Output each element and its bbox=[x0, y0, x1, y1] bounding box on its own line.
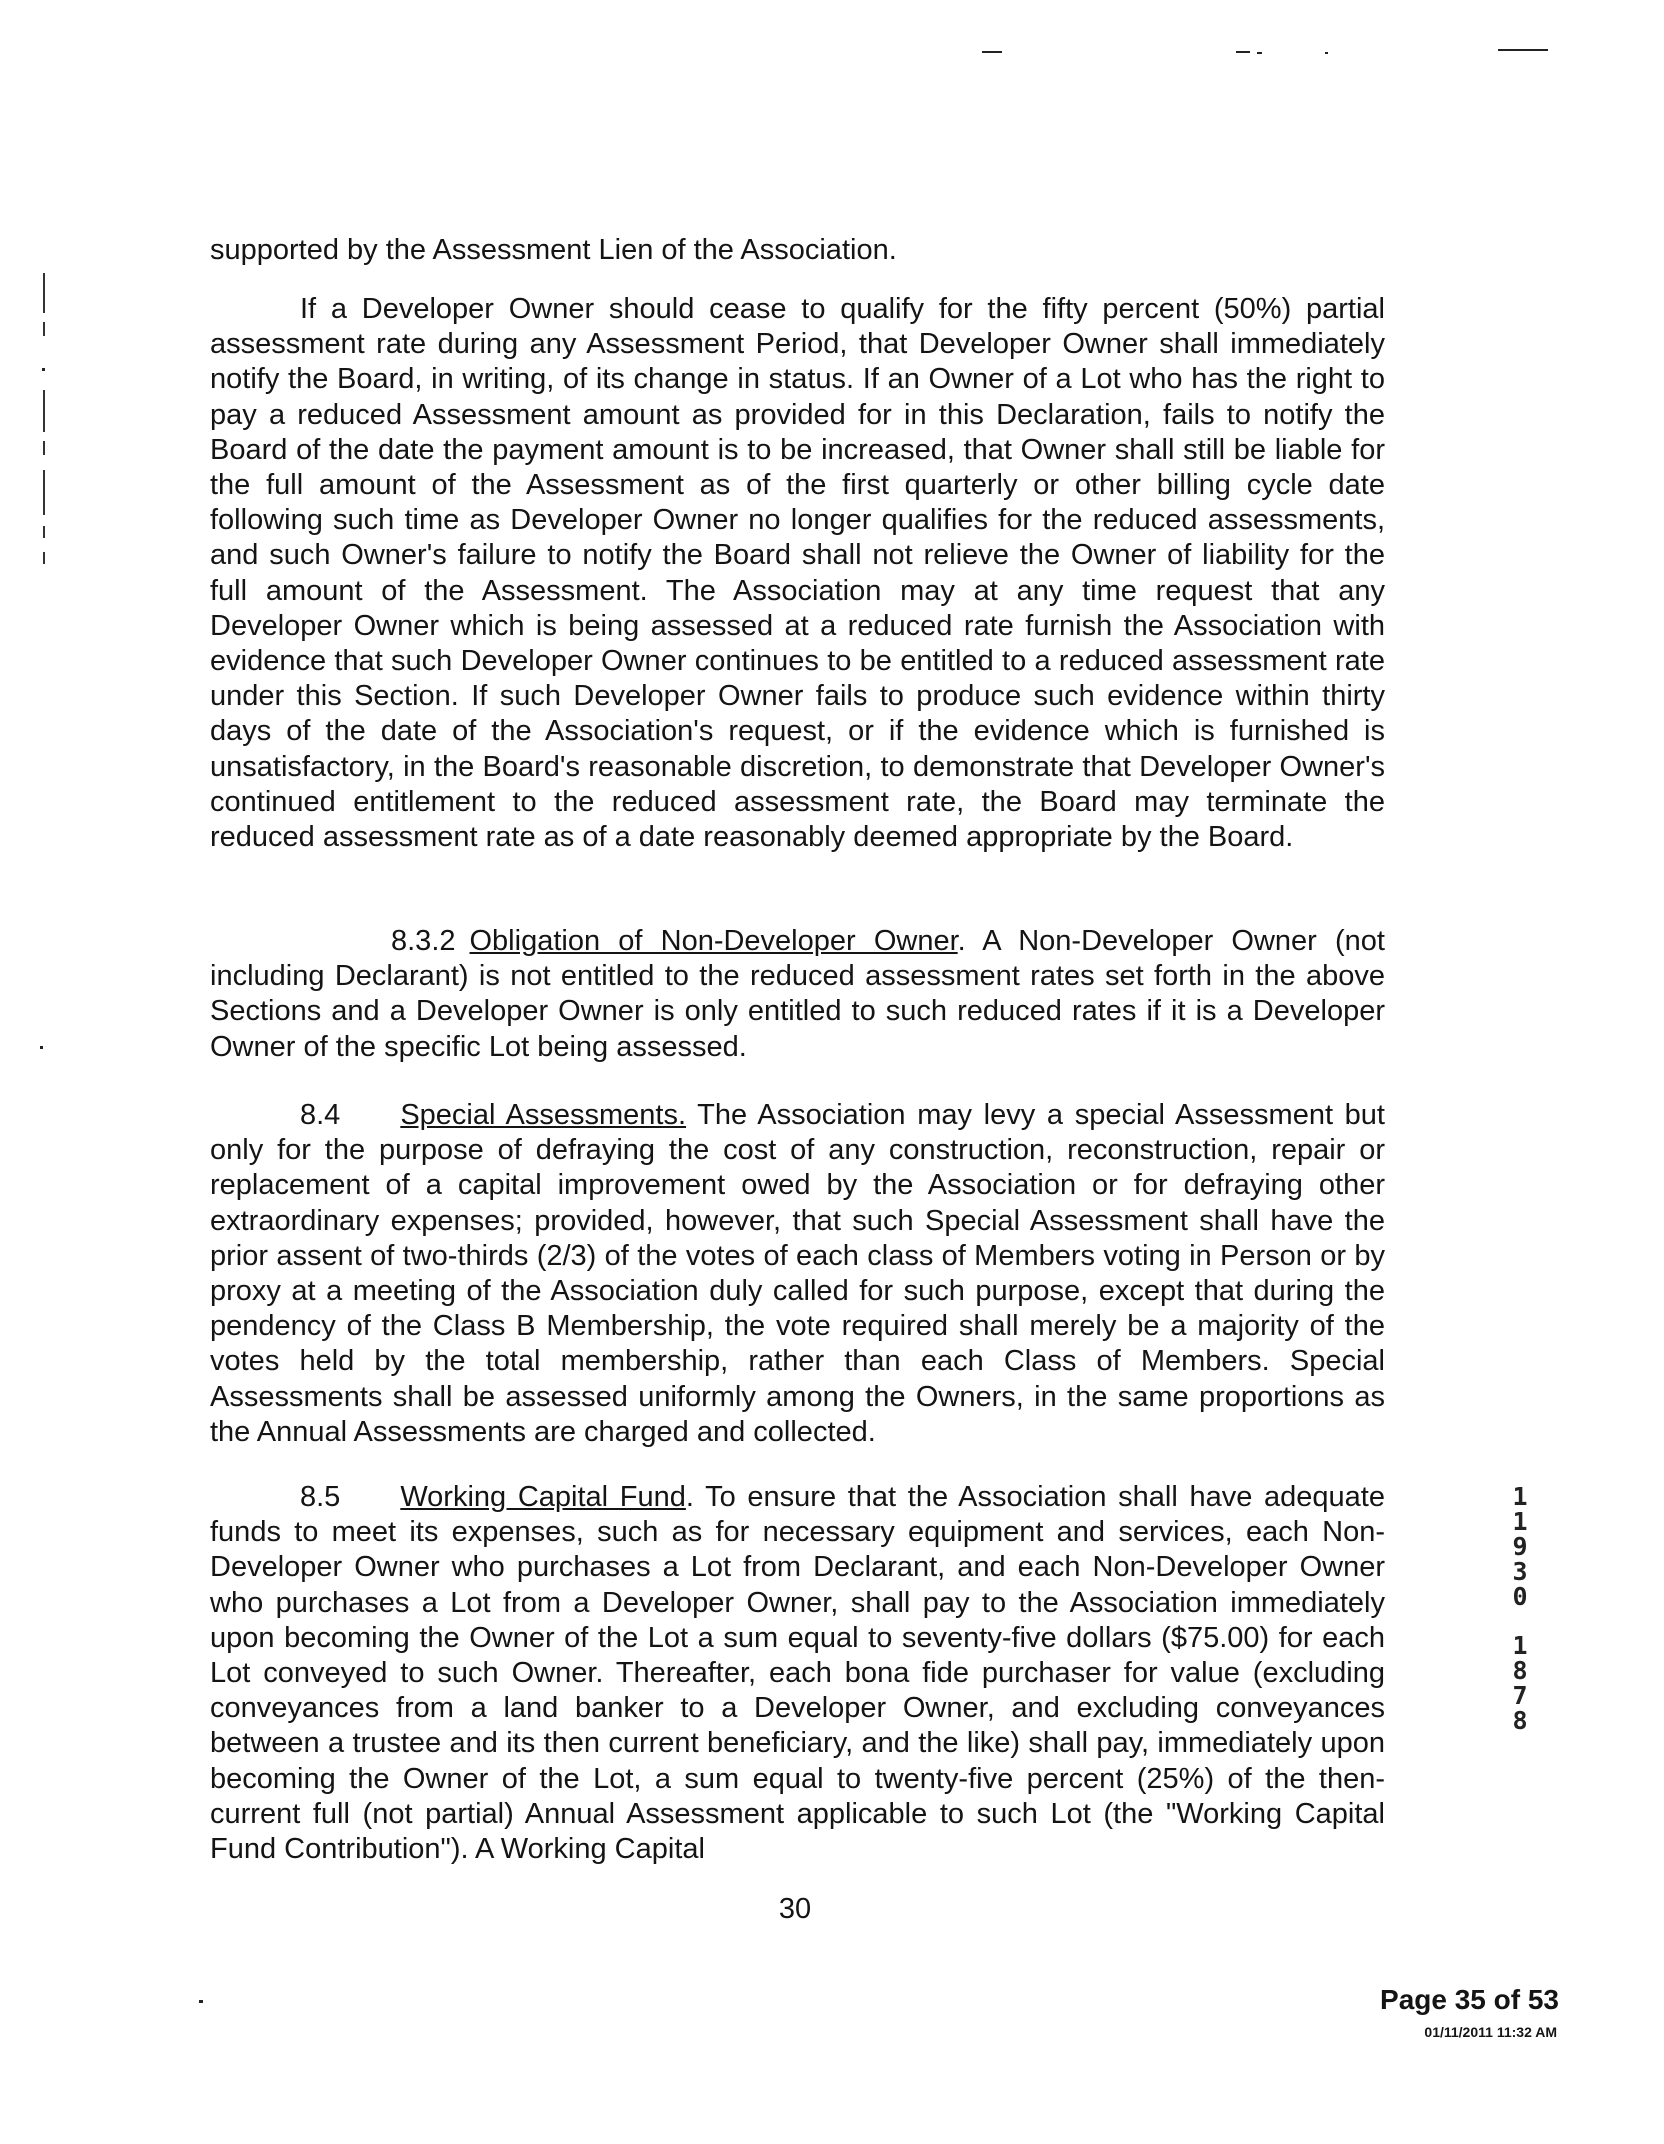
scan-mark bbox=[42, 368, 45, 371]
body-text bbox=[210, 1098, 1385, 1450]
scan-mark bbox=[199, 2000, 203, 2003]
scan-mark bbox=[982, 51, 1002, 53]
recording-digit: 7 bbox=[1512, 1681, 1528, 1710]
scan-mark bbox=[1236, 51, 1250, 53]
margin-line bbox=[43, 322, 45, 336]
section-number: 8.4 bbox=[300, 1099, 341, 1131]
section-heading: Special Assessments. bbox=[400, 1099, 687, 1131]
recording-digit: 3 bbox=[1512, 1557, 1528, 1586]
scan-mark bbox=[40, 1046, 43, 1049]
body-text bbox=[210, 233, 1385, 268]
scan-mark bbox=[1498, 49, 1548, 51]
footer-timestamp: 01/11/2011 11:32 AM bbox=[1424, 2024, 1557, 2040]
margin-line bbox=[43, 273, 45, 313]
scan-mark bbox=[1257, 52, 1262, 54]
margin-line bbox=[43, 441, 45, 455]
section-number: 8.5 bbox=[300, 1481, 341, 1513]
section-heading: Obligation of Non-Developer Owner bbox=[469, 925, 958, 957]
section-body: . To ensure that the Association shall have adequate funds to meet its expenses, such as for necessary equipment and services, each Non-Developer Owner who purchases a Lot from Declarant, and each Non-Developer Owner who purchases a Lot from a Developer Owner, shall pay to the Association immediately upon becoming the Owner of the Lot a sum equal to seventy-five dollars ($75.00) for each Lot conveyed to such Owner. Thereafter, each bona fide purchaser for value (excluding conveyances from a land banker to a Developer Owner, and excluding conveyances between a trustee and its then current beneficiary, and the like) shall pay, immediately upon becoming the Owner of the Lot, a sum equal to twenty-five percent (25%) of the then-current full (not partial) Annual Assessment applicable to such Lot (the "Working Capital Fund Contribution"). A Working Capital bbox=[210, 1481, 1385, 1866]
body-text bbox=[210, 1480, 1385, 1867]
section-heading: Working Capital Fund bbox=[400, 1481, 686, 1513]
recording-digit: 8 bbox=[1512, 1706, 1528, 1735]
page-number: 30 bbox=[778, 1893, 812, 1925]
scan-mark bbox=[1325, 52, 1328, 54]
section-8-5 bbox=[210, 1480, 1385, 1867]
section-8-4 bbox=[210, 1098, 1385, 1450]
recording-digit: 1 bbox=[1512, 1631, 1528, 1660]
margin-line bbox=[43, 526, 45, 538]
recording-digit: 1 bbox=[1512, 1507, 1528, 1536]
body-text bbox=[210, 292, 1385, 855]
section-8-3-2 bbox=[210, 924, 1385, 1065]
recording-digit: 0 bbox=[1512, 1582, 1528, 1611]
margin-line bbox=[43, 470, 45, 515]
body-text bbox=[210, 924, 1385, 1065]
margin-line bbox=[43, 390, 45, 432]
recording-digit: 8 bbox=[1512, 1656, 1528, 1685]
section-body: The Association may levy a special Assessment but only for the purpose of defraying the cost of any construction, reconstruction, repair or replacement of a capital improvement owed by the Association or for defraying other extraordinary expenses; provided, however, that such Special Assessment shall have the prior assent of two-thirds (2/3) of the votes of each class of Members voting in Person or by proxy at a meeting of the Association duly called for such purpose, except that during the pendency of the Class B Membership, the vote required shall merely be a majority of the votes held by the total membership, rather than each Class of Members. Special Assessments shall be assessed uniformly among the Owners, in the same proportions as the Annual Assessments are charged and collected. bbox=[210, 1099, 1385, 1448]
paragraph-developer-owner-status: If a Developer Owner should cease to qualify for the fifty percent (50%) partial assessment rate during any Assessment Period, that Developer Owner shall immediately notify the Board, in writing, of its change in status. If an Owner of a Lot who has the right to pay a reduced Assessment amount as provided for in this Declaration, fails to notify the Board of the date the payment amount is to be increased, that Owner shall still be liable for the full amount of the Assessment as of the first quarterly or other billing cycle date following such time as Developer Owner no longer qualifies for the reduced assessments, and such Owner's failure to notify the Board shall not relieve the Owner of liability for the full amount of the Assessment. The Association may at any time request that any Developer Owner which is being assessed at a reduced rate furnish the Association with evidence that such Developer Owner continues to be entitled to a reduced assessment rate under this Section. If such Developer Owner fails to produce such evidence within thirty days of the date of the Association's request, or if the evidence which is furnished is unsatisfactory, in the Board's reasonable discretion, to demonstrate that Developer Owner's continued entitlement to the reduced assessment rate, the Board may terminate the reduced assessment rate as of a date reasonably deemed appropriate by the Board. bbox=[210, 293, 1385, 854]
section-body: . A Non-Developer Owner (not including Declarant) is not entitled to the reduced assessment rates set forth in the above Sections and a Developer Owner is only entitled to such reduced rates if it is a Developer Owner of the specific Lot being assessed. bbox=[210, 925, 1385, 1063]
recording-digit: 9 bbox=[1512, 1532, 1528, 1561]
recording-number bbox=[1500, 1484, 1540, 1733]
margin-line bbox=[43, 552, 45, 564]
paragraph-continuation: supported by the Assessment Lien of the Association. bbox=[210, 234, 897, 266]
footer-page-label: Page 35 of 53 bbox=[1380, 1984, 1559, 2015]
section-number: 8.3.2 bbox=[391, 925, 456, 957]
recording-digit: 1 bbox=[1512, 1482, 1528, 1511]
